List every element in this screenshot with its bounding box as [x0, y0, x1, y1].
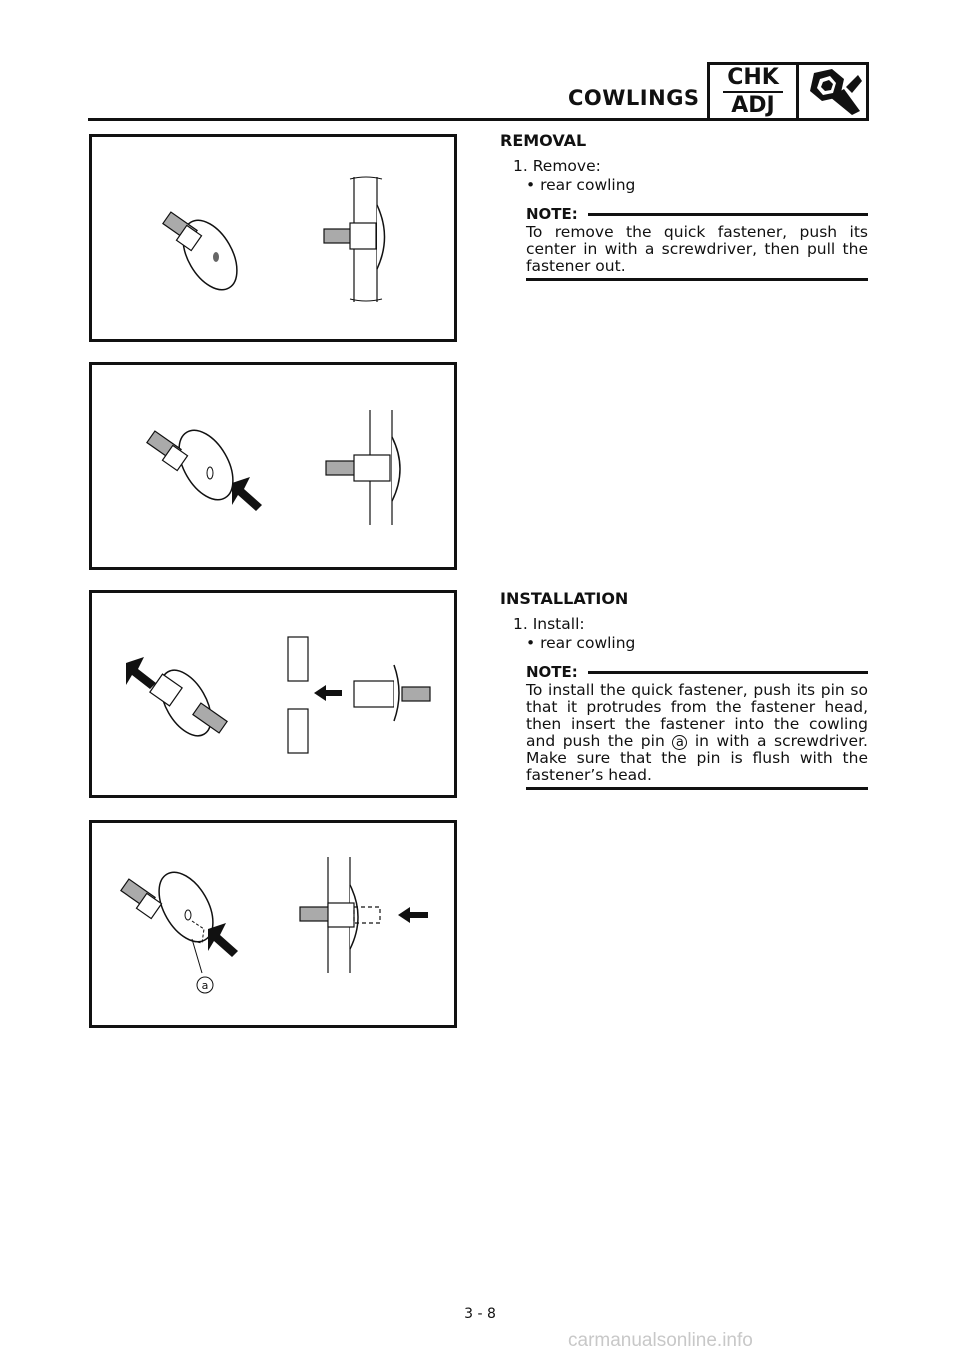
figure-callout-a: a	[201, 979, 209, 992]
badge-text	[710, 65, 799, 118]
figure-installation-push-pin	[89, 820, 457, 1028]
installation-note-text	[500, 682, 868, 784]
installation-note-part2: in with a screwdriver. Make sure that the pin is flush with the fastener’s head.	[526, 732, 868, 784]
figure-installation-insert	[89, 590, 457, 798]
push-arrow-icon	[126, 657, 156, 689]
callout-a-symbol: a	[672, 735, 687, 750]
fastener-loose-drawing	[150, 662, 227, 744]
removal-note-header	[500, 206, 868, 223]
installation-heading: INSTALLATION	[500, 589, 629, 608]
badge-bottom-label: ADJ	[731, 92, 775, 118]
installation-note-part1: To install the quick fastener, push its pin so that it protrudes from the fastener head, then insert the fastener into the cowling and push the pin	[526, 681, 868, 750]
chk-adj-badge	[707, 62, 869, 121]
fastener-loose-drawing	[163, 211, 248, 299]
push-arrow-icon	[208, 923, 238, 957]
removal-note-label: NOTE:	[526, 205, 578, 223]
installation-item: • rear cowling	[526, 634, 636, 652]
push-arrow-icon	[232, 477, 262, 511]
fastener-side-drawing	[354, 665, 430, 721]
installation-note-header	[500, 664, 868, 681]
header-rule	[88, 118, 708, 121]
note-end-rule	[526, 278, 868, 281]
removal-step: 1. Remove:	[513, 157, 601, 175]
watermark: carmanualsonline.info	[568, 1330, 753, 1351]
push-arrow-icon	[398, 907, 428, 923]
removal-section	[500, 132, 868, 281]
page-number: 3 - 8	[464, 1306, 496, 1322]
removal-heading: REMOVAL	[500, 131, 587, 150]
fastener-installed-drawing	[326, 410, 400, 525]
badge-top-label: CHK	[727, 64, 779, 90]
note-end-rule	[526, 787, 868, 790]
fastener-installed-drawing	[300, 857, 380, 973]
removal-note-text: To remove the quick fastener, push its center in with a screwdriver, then pull the fastener out.	[526, 223, 868, 275]
cowling-hole-drawing	[288, 637, 308, 753]
wrench-nut-icon	[799, 65, 866, 118]
removal-item: • rear cowling	[526, 176, 636, 194]
installation-step: 1. Install:	[513, 615, 585, 633]
section-title: COWLINGS	[568, 86, 700, 110]
installation-section	[500, 590, 868, 790]
note-rule	[588, 213, 868, 216]
note-rule	[588, 671, 868, 674]
fastener-installed-drawing	[324, 177, 385, 302]
insert-arrow-icon	[314, 685, 342, 701]
fastener-loose-drawing	[147, 421, 244, 509]
figure-removal-fastener	[89, 134, 457, 342]
figure-removal-push	[89, 362, 457, 570]
installation-note-label: NOTE:	[526, 663, 578, 681]
